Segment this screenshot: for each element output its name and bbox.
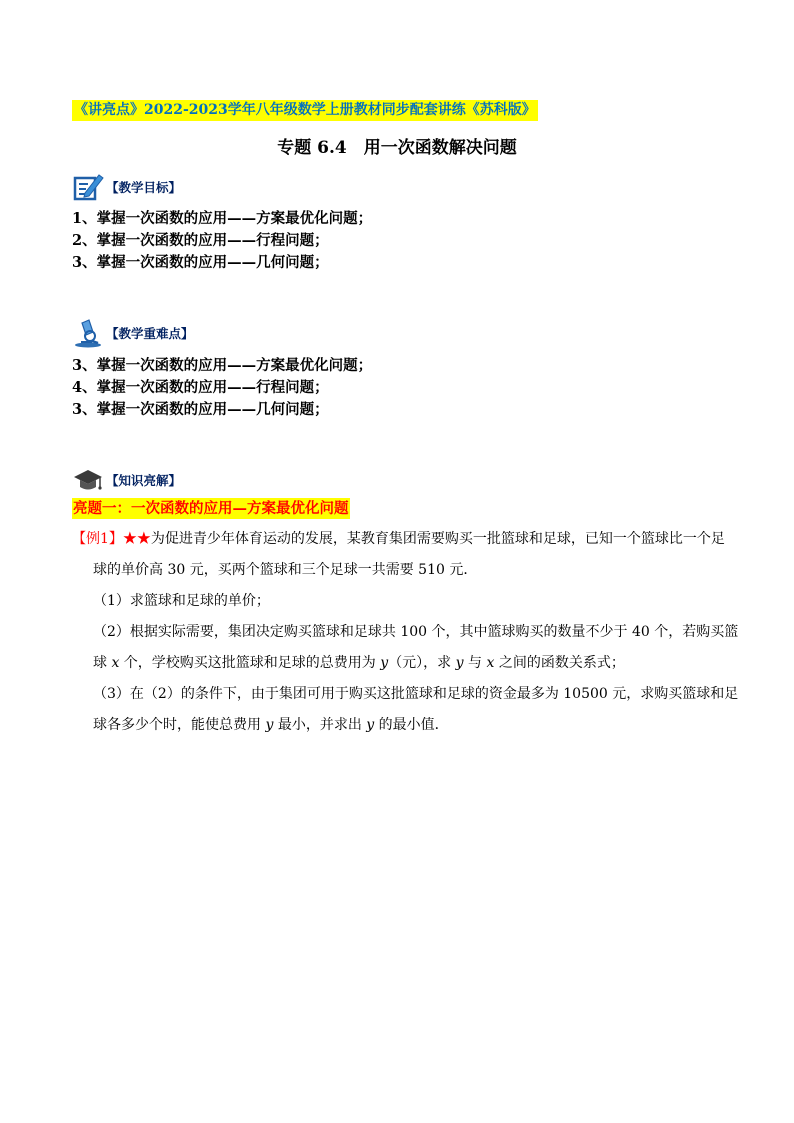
knowledge-heading: 【知识亮解】 — [106, 473, 182, 488]
example-line: 球的单价高 30 元，买两个篮球和三个足球一共需要 510 元． — [93, 562, 478, 578]
example-line — [72, 524, 732, 555]
list-item: 3、掌握一次函数的应用——方案最优化问题； — [72, 357, 373, 374]
text: 球 — [93, 655, 112, 671]
question-3: （3）在（2）的条件下，由于集团可用于购买这批篮球和足球的资金最多为 10500 元，求购买篮球和足 — [93, 686, 739, 702]
list-item: 2、掌握一次函数的应用——行程问题； — [72, 232, 329, 249]
variable-y: y — [366, 717, 375, 733]
page-title: 专题 6.4 用一次函数解决问题 — [277, 138, 517, 158]
series-title: 《讲亮点》2022-2023学年八年级数学上册教材同步配套讲练《苏科版》 — [72, 100, 538, 121]
text: 之间的函数关系式； — [494, 655, 625, 671]
text: 个，学校购买这批篮球和足球的总费用为 — [119, 655, 381, 671]
text: 与 — [463, 655, 487, 671]
example-text: 为促进青少年体育运动的发展，某教育集团需要购买一批篮球和足球，已知一个篮球比一个足 — [150, 531, 725, 547]
goals-heading-row — [72, 172, 181, 202]
variable-x: x — [486, 655, 495, 671]
variable-y: y — [265, 717, 274, 733]
variable-y: y — [380, 655, 389, 671]
variable-y: y — [455, 655, 464, 671]
key-points-list — [72, 355, 372, 421]
goals-list — [72, 208, 372, 274]
microscope-icon — [72, 318, 104, 348]
text: （元），求 — [388, 655, 456, 671]
list-item: 3、掌握一次函数的应用——几何问题； — [72, 401, 329, 418]
graduation-cap-icon — [72, 465, 104, 495]
key-points-heading: 【教学重难点】 — [106, 326, 194, 341]
notepad-pencil-icon — [72, 172, 104, 202]
question-2: （2）根据实际需要，集团决定购买篮球和足球共 100 个，其中篮球购买的数量不少于 40 个，若购买篮 — [93, 624, 739, 640]
text: 球各多少个时，能使总费用 — [93, 717, 266, 733]
text: 最小，并求出 — [273, 717, 367, 733]
list-item: 3、掌握一次函数的应用——几何问题； — [72, 254, 329, 271]
list-item: 4、掌握一次函数的应用——行程问题； — [72, 379, 329, 396]
example-label: 【例1】 — [72, 531, 123, 547]
question-1: （1）求篮球和足球的单价； — [93, 593, 270, 609]
knowledge-heading-row — [72, 465, 181, 495]
goals-heading: 【教学目标】 — [106, 180, 182, 195]
difficulty-stars: ★★ — [122, 531, 151, 547]
example-problem — [72, 524, 739, 741]
topic-title: 亮题一：一次函数的应用—方案最优化问题 — [73, 500, 349, 517]
list-item: 1、掌握一次函数的应用——方案最优化问题； — [72, 210, 373, 227]
question-2-cont — [72, 648, 732, 679]
question-3-cont — [72, 710, 732, 741]
variable-x: x — [111, 655, 120, 671]
text: 的最小值． — [374, 717, 449, 733]
key-points-heading-row — [72, 318, 194, 348]
